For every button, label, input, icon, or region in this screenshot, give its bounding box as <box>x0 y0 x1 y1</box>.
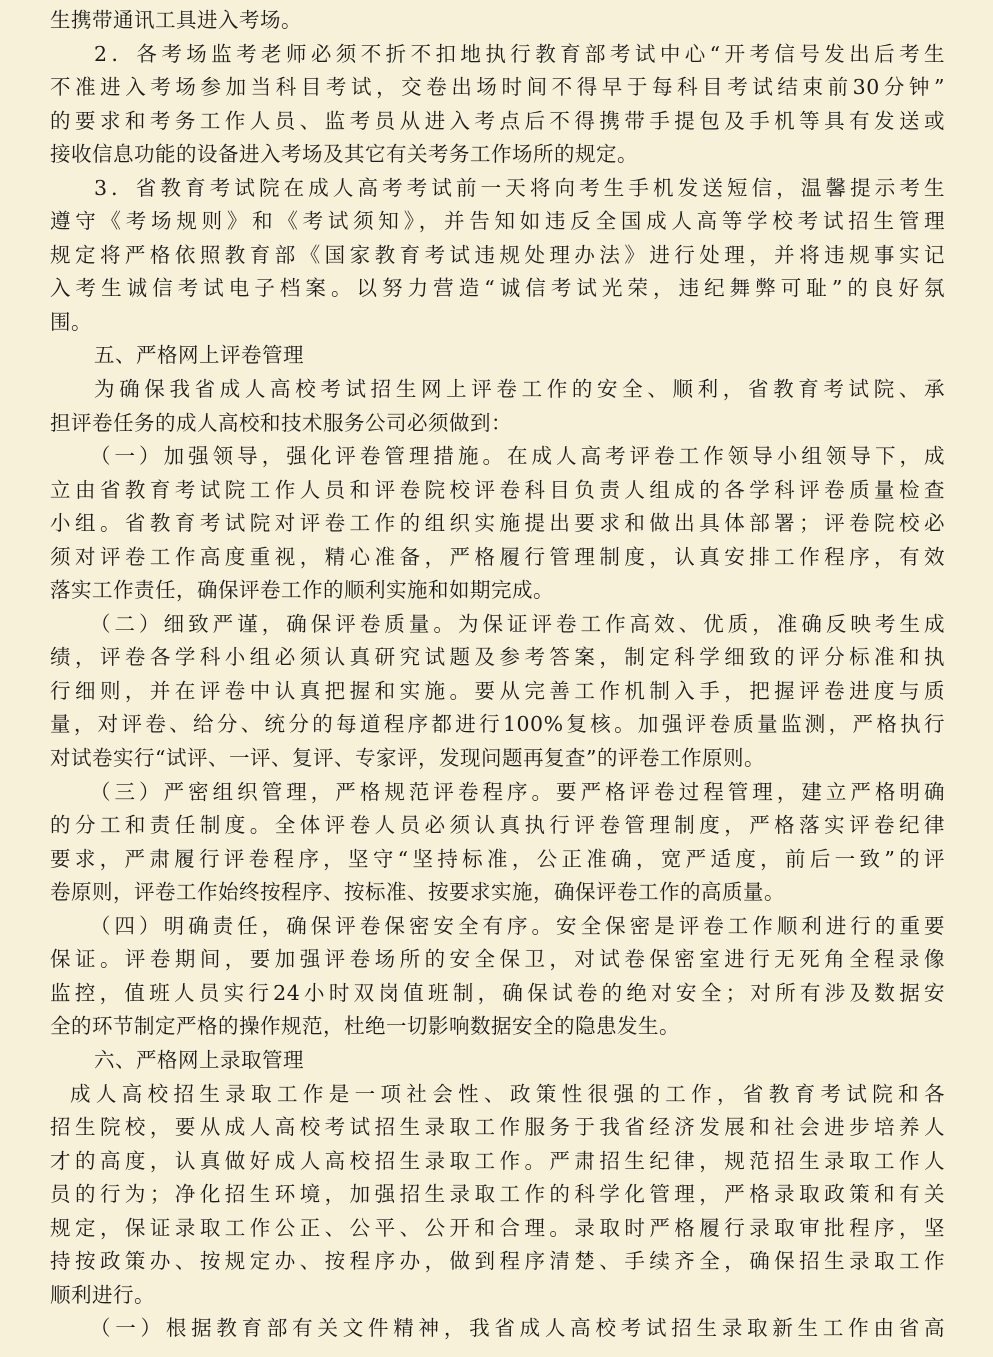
text-line: 立由省教育考试院工作人员和评卷院校评卷科目负责人组成的各学科评卷质量检查 <box>50 477 945 502</box>
text-line: 规定将严格依照教育部《国家教育考试违规处理办法》进行处理，并将违规事实记 <box>50 242 945 267</box>
text-line: 卷原则，评卷工作始终按程序、按标准、按要求实施，确保评卷工作的高质量。 <box>50 880 785 905</box>
paragraph-start-line: （三）严密组织管理，严格规范评卷程序。要严格评卷过程管理，建立严格明确 <box>90 779 945 804</box>
text-line: 要求，严肃履行评卷程序，坚守“坚持标准，公正准确，宽严适度，前后一致”的评 <box>50 846 945 871</box>
text-line: 的分工和责任制度。全体评卷人员必须认真执行评卷管理制度，严格落实评卷纪律 <box>50 813 945 838</box>
text-line: 生携带通讯工具进入考场。 <box>50 8 302 32</box>
text-line: 须对评卷工作高度重视，精心准备，严格履行管理制度，认真安排工作程序，有效 <box>50 544 945 569</box>
text-line: 规定，保证录取工作公正、公平、公开和合理。录取时严格履行录取审批程序，坚 <box>50 1215 945 1240</box>
text-line: 入考生诚信考试电子档案。以努力营造“诚信考试光荣，违纪舞弊可耻”的良好氛 <box>50 276 945 301</box>
text-line: 围。 <box>50 309 92 334</box>
paragraph-start-line: （一）加强领导，强化评卷管理措施。在成人高考评卷工作领导小组领导下，成 <box>90 444 945 469</box>
text-line: 顺利进行。 <box>50 1282 155 1307</box>
text-line: 监控，值班人员实行24小时双岗值班制，确保试卷的绝对安全；对所有涉及数据安 <box>50 980 945 1005</box>
text-line: 对试卷实行“试评、一评、复评、专家评，发现问题再复查”的评卷工作原则。 <box>50 746 765 771</box>
text-line: 的要求和考务工作人员、监考员从进入考点后不得携带手提包及手机等具有发送或 <box>50 108 945 133</box>
paragraph-start-line: 2．各考场监考老师必须不折不扣地执行教育部考试中心“开考信号发出后考生 <box>94 41 945 66</box>
paragraph-start-line: （一）根据教育部有关文件精神，我省成人高校考试招生录取新生工作由省高 <box>90 1316 945 1341</box>
text-line: 遵守《考场规则》和《考试须知》，并告知如违反全国成人高等学校考试招生管理 <box>50 209 945 234</box>
text-line: 持按政策办、按规定办、按程序办，做到程序清楚、手续齐全，确保招生录取工作 <box>50 1249 945 1274</box>
document-body <box>50 4 945 1346</box>
text-line: 招生院校，要从成人高校考试招生录取工作服务于我省经济发展和社会进步培养人 <box>50 1115 945 1140</box>
text-line: 量，对评卷、给分、统分的每道程序都进行100%复核。加强评卷质量监测，严格执行 <box>50 712 945 737</box>
section-heading: 五、严格网上评卷管理 <box>94 343 304 368</box>
text-line: 落实工作责任，确保评卷工作的顺利实施和如期完成。 <box>50 578 554 603</box>
text-line: 不准进入考场参加当科目考试，交卷出场时间不得早于每科目考试结束前30分钟” <box>50 75 945 100</box>
text-line: 才的高度，认真做好成人高校招生录取工作。严肃招生纪律，规范招生录取工作人 <box>50 1148 945 1173</box>
text-line: 行细则，并在评卷中认真把握和实施。要从完善工作机制入手，把握评卷进度与质 <box>50 678 945 703</box>
text-line: 接收信息功能的设备进入考场及其它有关考务工作场所的规定。 <box>50 142 638 167</box>
paragraph-start-line: 为确保我省成人高校考试招生网上评卷工作的安全、顺利，省教育考试院、承 <box>94 377 945 402</box>
text-line: 全的环节制定严格的操作规范，杜绝一切影响数据安全的隐患发生。 <box>50 1014 680 1039</box>
text-line: 绩，评卷各学科小组必须认真研究试题及参考答案，制定科学细致的评分标准和执 <box>50 645 945 670</box>
paragraph-start-line: （二）细致严谨，确保评卷质量。为保证评卷工作高效、优质，准确反映考生成 <box>90 611 945 636</box>
text-line: 保证。评卷期间，要加强评卷场所的安全保卫，对试卷保密室进行无死角全程录像 <box>50 947 945 972</box>
section-heading: 六、严格网上录取管理 <box>94 1047 304 1072</box>
text-line: 员的行为；净化招生环境，加强招生录取工作的科学化管理，严格录取政策和有关 <box>50 1182 945 1207</box>
paragraph-start-line: 成人高校招生录取工作是一项社会性、政策性很强的工作，省教育考试院和各 <box>70 1081 945 1106</box>
paragraph-start-line: （四）明确责任，确保评卷保密安全有序。安全保密是评卷工作顺利进行的重要 <box>90 913 945 938</box>
text-line: 小组。省教育考试院对评卷工作的组织实施提出要求和做出具体部署；评卷院校必 <box>50 511 945 536</box>
paragraph-start-line: 3．省教育考试院在成人高考考试前一天将向考生手机发送短信，温馨提示考生 <box>94 175 945 200</box>
text-line: 担评卷任务的成人高校和技术服务公司必须做到： <box>50 410 512 435</box>
